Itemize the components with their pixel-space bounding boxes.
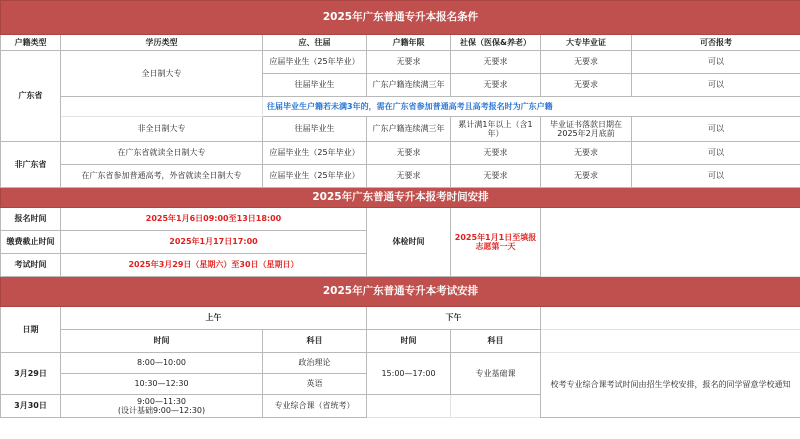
row4-eligible: 可以 <box>632 117 800 142</box>
row1-eligible: 可以 <box>632 51 800 74</box>
section3-title: 2025年广东普通专升本考试安排 <box>1 277 800 307</box>
physical-exam-label: 体检时间 <box>367 208 451 277</box>
province-other: 非广东省 <box>1 142 61 188</box>
day2-am-time <box>61 395 263 418</box>
row5-insurance: 无要求 <box>451 142 541 165</box>
row5-education: 在广东省就读全日制大专 <box>61 142 263 165</box>
exam-time-label: 考试时间 <box>1 254 61 277</box>
row4-diploma: 毕业证书落款日期在2025年2月底前 <box>541 117 632 142</box>
day1-am2-subject: 英语 <box>263 374 367 395</box>
day2-am-time-main: 9:00—11:30 <box>136 396 187 406</box>
header-household: 户籍类型 <box>1 35 61 51</box>
schedule-blank <box>541 208 800 277</box>
day1-am1-time: 8:00—10:00 <box>61 353 263 374</box>
row5-eligible: 可以 <box>632 142 800 165</box>
row6-education: 在广东省参加普通高考，外省就读全日制大专 <box>61 165 263 188</box>
day1-pm-subject: 专业基础课 <box>451 353 541 395</box>
afternoon-subject-label: 科目 <box>451 330 541 353</box>
date-label: 日期 <box>1 307 61 353</box>
row2-diploma: 无要求 <box>541 74 632 97</box>
registration-label: 报名时间 <box>1 208 61 231</box>
note-spacer <box>61 97 263 117</box>
day2-pm-subject-empty <box>451 395 541 418</box>
header-eligible: 可否报考 <box>632 35 800 51</box>
physical-exam-value: 2025年1月1日至填报志愿第一天 <box>451 208 541 277</box>
row6-years: 无要求 <box>367 165 451 188</box>
row2-session: 往届毕业生 <box>263 74 367 97</box>
day2-am-subject: 专业综合课（省统考） <box>263 395 367 418</box>
edu-fulltime: 全日制大专 <box>61 51 263 97</box>
row5-session: 应届毕业生（25年毕业） <box>263 142 367 165</box>
header-education: 学历类型 <box>61 35 263 51</box>
day2-pm-time-empty <box>367 395 451 418</box>
row1-diploma: 无要求 <box>541 51 632 74</box>
row5-years: 无要求 <box>367 142 451 165</box>
header-session: 应、往届 <box>263 35 367 51</box>
payment-deadline-label: 缴费截止时间 <box>1 231 61 254</box>
row4-session: 往届毕业生 <box>263 117 367 142</box>
row2-insurance: 无要求 <box>451 74 541 97</box>
morning-label: 上午 <box>61 307 367 330</box>
row1-insurance: 无要求 <box>451 51 541 74</box>
subheader-blank <box>541 330 800 353</box>
section1-title: 2025年广东普通专升本报名条件 <box>1 1 800 35</box>
afternoon-label: 下午 <box>367 307 541 330</box>
morning-subject-label: 科目 <box>263 330 367 353</box>
day2-date: 3月30日 <box>1 395 61 418</box>
row6-insurance: 无要求 <box>451 165 541 188</box>
day1-am1-subject: 政治理论 <box>263 353 367 374</box>
row4-education: 非全日制大专 <box>61 117 263 142</box>
row6-eligible: 可以 <box>632 165 800 188</box>
school-exam-note: 校考专业综合课考试时间由招生学校安排，报名的同学留意学校通知 <box>541 353 800 418</box>
section2-title: 2025年广东普通专升本报考时间安排 <box>1 188 800 208</box>
day1-date: 3月29日 <box>1 353 61 395</box>
day1-am2-time: 10:30—12:30 <box>61 374 263 395</box>
province-guangdong: 广东省 <box>1 51 61 142</box>
row4-insurance: 累计满1年以上（含1年） <box>451 117 541 142</box>
row6-diploma: 无要求 <box>541 165 632 188</box>
row4-years: 广东户籍连续满三年 <box>367 117 451 142</box>
row2-years: 广东户籍连续满三年 <box>367 74 451 97</box>
day1-pm-time: 15:00—17:00 <box>367 353 451 395</box>
header-blank <box>541 307 800 330</box>
registration-value: 2025年1月6日09:00至13日18:00 <box>61 208 367 231</box>
header-insurance: 社保（医保&养老） <box>451 35 541 51</box>
row1-years: 无要求 <box>367 51 451 74</box>
row6-session: 应届毕业生（25年毕业） <box>263 165 367 188</box>
header-years: 户籍年限 <box>367 35 451 51</box>
day2-am-time-design: (设计基础9:00—12:30) <box>117 406 206 415</box>
exam-time-value: 2025年3月29日（星期六）至30日（星期日） <box>61 254 367 277</box>
row1-session: 应届毕业生（25年毕业） <box>263 51 367 74</box>
row2-eligible: 可以 <box>632 74 800 97</box>
header-diploma: 大专毕业证 <box>541 35 632 51</box>
row5-diploma: 无要求 <box>541 142 632 165</box>
morning-time-label: 时间 <box>61 330 263 353</box>
payment-deadline-value: 2025年1月17日17:00 <box>61 231 367 254</box>
household-note: 往届毕业生户籍若未满3年的，需在广东省参加普通高考且高考报名时为广东户籍 <box>263 97 800 117</box>
afternoon-time-label: 时间 <box>367 330 451 353</box>
